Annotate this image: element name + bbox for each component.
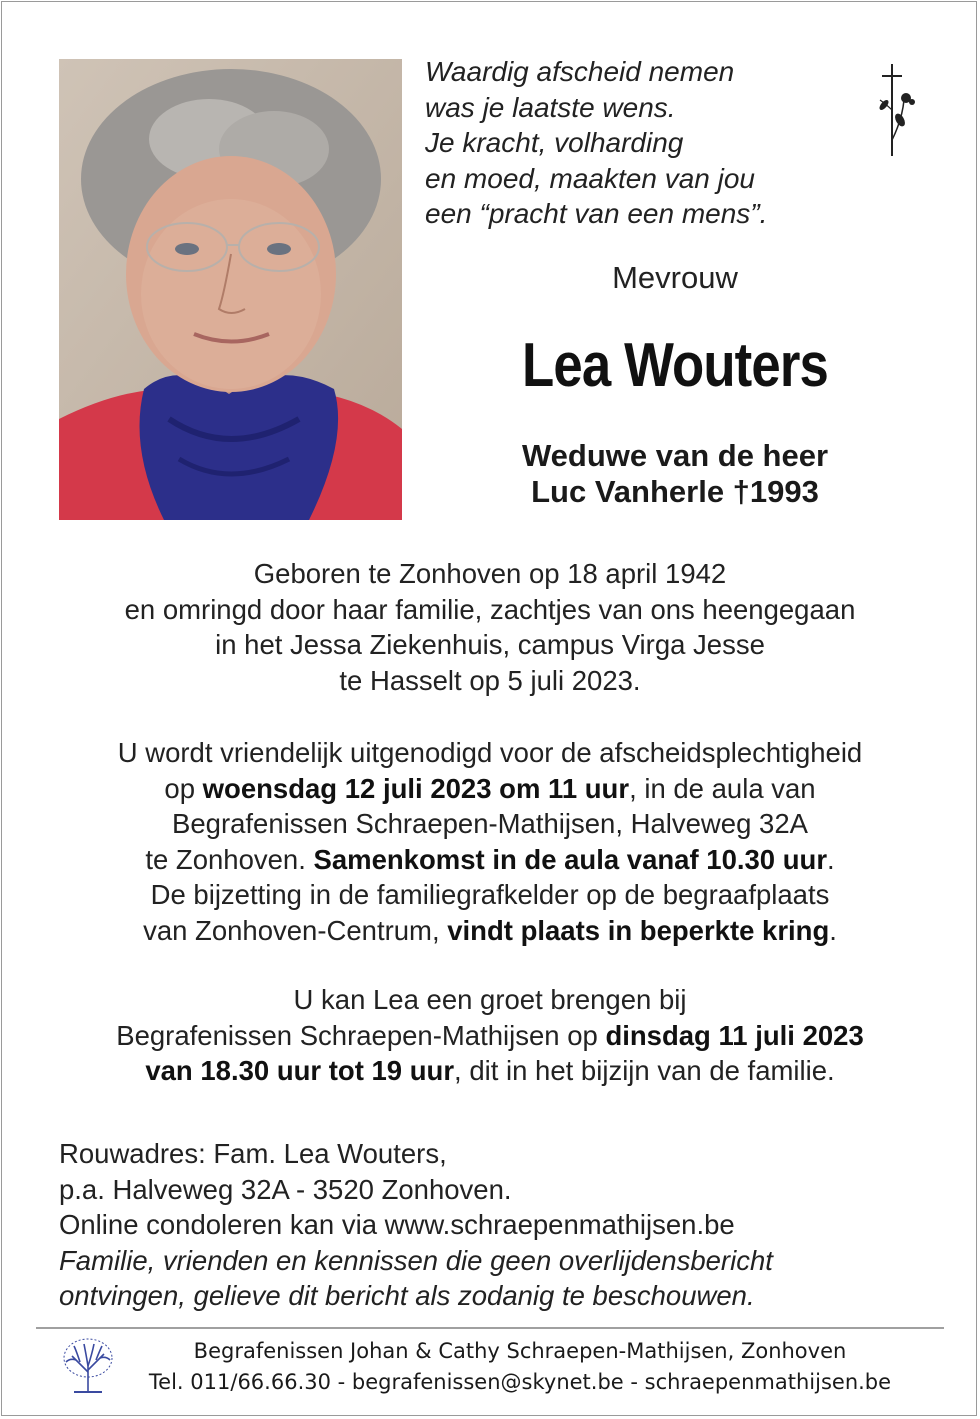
text-line: [30, 913, 950, 949]
text-fragment: , dit in het bijzijn van de familie.: [454, 1055, 835, 1086]
text-fragment: , in de aula van: [629, 772, 816, 804]
text-fragment: van Zonhoven-Centrum,: [143, 914, 448, 946]
spouse-info: [440, 438, 910, 510]
text-line: [30, 1018, 950, 1054]
poem-line: een “pracht van een mens”.: [425, 198, 768, 229]
ceremony-paragraph: [30, 735, 950, 948]
poem-line: Waardig afscheid nemen: [425, 56, 735, 87]
text-fragment: .: [829, 914, 837, 946]
text-fragment: Begrafenissen Schraepen-Mathijsen op: [116, 1019, 606, 1051]
honorific-title: Mevrouw: [612, 260, 738, 295]
text-line: te Hasselt op 5 juli 2023.: [339, 664, 641, 696]
birth-death-paragraph: [30, 556, 950, 698]
text-line: in het Jessa Ziekenhuis, campus Virga Jesse: [215, 629, 765, 660]
spouse-line: Luc Vanherle †1993: [531, 474, 819, 509]
funeral-home-footer: [120, 1336, 920, 1398]
gathering-time: Samenkomst in de aula vanaf 10.30 uur: [313, 843, 828, 875]
text-fragment: .: [827, 843, 835, 875]
poem-line: en moed, maakten van jou: [425, 162, 755, 194]
text-line: U kan Lea een groet brengen bij: [293, 984, 687, 1015]
text-line: [30, 1053, 950, 1089]
cross-flower-icon: [872, 60, 922, 160]
visitation-time: van 18.30 uur tot 19 uur: [145, 1055, 455, 1086]
text-line: en omringd door haar familie, zachtjes van ons heengegaan: [124, 593, 856, 625]
footer-divider: [36, 1327, 944, 1329]
text-line: U wordt vriendelijk uitgenodigd voor de afscheidsplechtigheid: [117, 737, 863, 768]
text-line: Geboren te Zonhoven op 18 april 1942: [253, 558, 727, 589]
footer-line: Tel. 011/66.66.30 - begrafenissen@skynet.be - schraepenmathijsen.be: [148, 1370, 892, 1394]
address-line: Online condoleren kan via www.schraepenmathijsen.be: [59, 1209, 735, 1240]
tree-logo-icon: [62, 1336, 114, 1394]
notice-note-line: ontvingen, gelieve dit bericht als zodanig te beschouwen.: [59, 1280, 755, 1311]
ceremony-date: woensdag 12 juli 2023 om 11 uur: [202, 772, 630, 804]
notice-note-line: Familie, vrienden en kennissen die geen overlijdensbericht: [59, 1244, 773, 1276]
spouse-line: Weduwe van de heer: [521, 438, 829, 473]
text-line: Begrafenissen Schraepen-Mathijsen, Halveweg 32A: [172, 808, 808, 839]
visitation-paragraph: [30, 982, 950, 1089]
poem-line: was je laatste wens.: [425, 91, 676, 123]
private-burial-note: vindt plaats in beperkte kring: [447, 914, 830, 946]
deceased-name: Lea Wouters: [522, 331, 828, 400]
text-line: [30, 771, 950, 807]
address-line: p.a. Halveweg 32A - 3520 Zonhoven.: [59, 1173, 512, 1205]
visitation-date: dinsdag 11 juli 2023: [605, 1019, 864, 1051]
mourning-address: [59, 1136, 939, 1314]
text-fragment: op: [164, 772, 203, 804]
text-line: De bijzetting in de familiegrafkelder op de begraafplaats: [150, 879, 830, 910]
text-line: [30, 842, 950, 878]
portrait-photo: [59, 59, 402, 520]
poem-line: Je kracht, volharding: [425, 127, 684, 158]
footer-line: Begrafenissen Johan & Cathy Schraepen-Mathijsen, Zonhoven: [193, 1339, 847, 1363]
address-line: Rouwadres: Fam. Lea Wouters,: [59, 1138, 447, 1169]
text-fragment: te Zonhoven.: [145, 843, 314, 875]
memorial-poem: [425, 54, 845, 232]
